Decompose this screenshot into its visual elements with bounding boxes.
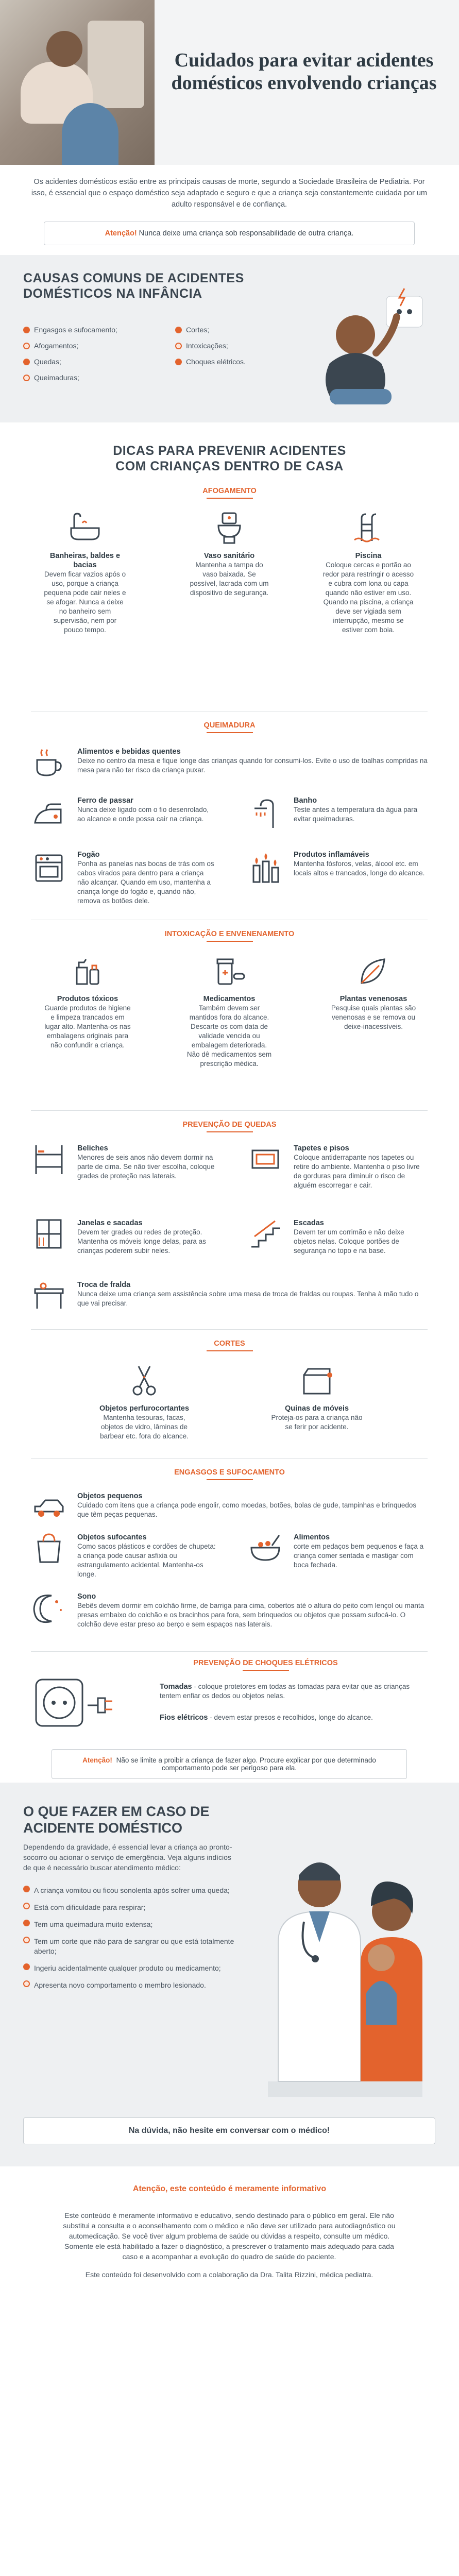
bullet-icon bbox=[23, 1920, 30, 1926]
subheading-cortes: CORTES bbox=[0, 1340, 459, 1351]
bullet-icon bbox=[23, 343, 30, 349]
bullet-icon bbox=[175, 359, 182, 365]
bullet-icon bbox=[23, 1980, 30, 1987]
medicine-icon bbox=[211, 953, 247, 989]
candles-icon bbox=[247, 850, 283, 886]
tip-objetos-pequenos: Objetos pequenos Cuidado com itens que a criança pode engolir, como moedas, botões, bolas de gude, tampinhas e brinquedos que têm peças pequenas. bbox=[77, 1492, 417, 1518]
tip-beliches: Beliches Menores de seis anos não devem dormir na parte de cima. Se não tiver escolha, coloque grades de proteção nas laterais. bbox=[77, 1144, 215, 1180]
intro-alert bbox=[44, 222, 415, 245]
intro-text: Os acidentes domésticos estão entre as principais causas de morte, segundo a Sociedade Brasileira de Pediatria. Por isso, é essencial que o espaço doméstico seja adaptado e seguro e que a criança seja constantemente cuidada por um adulto responsável e de confiança. bbox=[31, 178, 428, 209]
list-item: Ingeriu acidentalmente qualquer produto ou medicamento; bbox=[23, 1963, 240, 1973]
divider bbox=[31, 1651, 428, 1652]
tip-tapetes: Tapetes e pisos Coloque antiderrapante nos tapetes ou retire do ambiente. Mantenha o piso livre de gorduras para diminuir o risco de alguém escorregar e cair. bbox=[294, 1144, 420, 1189]
tip-banheiras: Banheiras, baldes e bacias Devem ficar vazios após o uso, porque a criança pequena pode cair neles e se afogar. Nunca a deixe no banheiro sem supervisão, nem por pouco tempo. bbox=[44, 552, 126, 634]
list-item: Tem um corte que não para de sangrar ou que está totalmente aberto; bbox=[23, 1937, 240, 1956]
alert-label: Atenção! bbox=[82, 1756, 112, 1764]
list-item: Choques elétricos. bbox=[175, 354, 246, 370]
outlet-plug-icon bbox=[31, 1669, 118, 1736]
tip-janelas: Janelas e sacadas Devem ter grades ou redes de proteção. Mantenha os móveis longe delas, para as crianças poderem subir neles. bbox=[77, 1219, 206, 1255]
tip-tomadas: Tomadas - coloque protetores em todas as tomadas para evitar que as crianças tentem enfiar os dedos ou objetos nelas. bbox=[160, 1683, 410, 1700]
divider bbox=[31, 1458, 428, 1459]
tip-quinas: Quinas de móveis Proteja-os para a criança não se ferir por acidente. bbox=[271, 1404, 363, 1431]
causes-title: CAUSAS COMUNS DE ACIDENTES DOMÉSTICOS NA INFÂNCIA bbox=[23, 271, 244, 301]
list-item: Cortes; bbox=[175, 322, 246, 338]
disclaimer-section bbox=[0, 2166, 459, 2576]
list-item: Tem uma queimadura muito extensa; bbox=[23, 1920, 240, 1929]
hot-cup-icon bbox=[31, 744, 67, 781]
tip-banho: Banho Teste antes a temperatura da água para evitar queimaduras. bbox=[294, 796, 418, 823]
tip-escadas: Escadas Devem ter um corrimão e não deixe objetos nelas. Coloque portões de segurança no topo e na base. bbox=[294, 1219, 404, 1255]
disclaimer-text: Este conteúdo é meramente informativo e educativo, sendo destinado para o público em geral. Ele não substitui a consulta e o aconselhamento com o médico e não deve ser utilizado para autodiagnóstico ou automedicação. Se você tiver algum problema de saúde ou dúvidas a respeito, consulte um médico. Somente ele está habilitado a fazer o diagnóstico, a prescrever o tratamento mais adequado para cada caso e a acompanhar a evolução do quadro de saúde do paciente. bbox=[63, 2211, 396, 2261]
bullet-icon bbox=[23, 1937, 30, 1943]
subheading-choques: PREVENÇÃO DE CHOQUES ELÉTRICOS bbox=[0, 1659, 459, 1671]
tips-title: DICAS PARA PREVENIR ACIDENTES COM CRIANÇAS DENTRO DE CASA bbox=[113, 444, 346, 473]
rug-icon bbox=[247, 1141, 283, 1177]
list-item: Quedas; bbox=[23, 354, 117, 370]
causes-list-left bbox=[23, 322, 117, 386]
causes-section bbox=[0, 255, 459, 422]
what-to-do-text: Dependendo da gravidade, é essencial levar a criança ao pronto-socorro ou acionar o serviço de emergência. Veja alguns indícios de que é necessário buscar atendimento médico: bbox=[23, 1843, 232, 1872]
bullet-icon bbox=[23, 1886, 30, 1892]
header bbox=[0, 0, 459, 165]
divider bbox=[31, 1110, 428, 1111]
stairs-icon bbox=[247, 1216, 283, 1252]
tip-troca-fralda: Troca de fralda Nunca deixe uma criança sem assistência sobre uma mesa de troca de fraldas ou roupas. Tenha à mão tudo o que vai precisar. bbox=[77, 1281, 419, 1307]
bunk-bed-icon bbox=[31, 1141, 67, 1177]
bathtub-icon bbox=[67, 510, 103, 546]
iron-icon bbox=[31, 796, 67, 832]
list-item: A criança vomitou ou ficou sonolenta após sofrer uma queda; bbox=[23, 1886, 240, 1895]
bullet-icon bbox=[23, 1903, 30, 1909]
warning-signs-list bbox=[23, 1886, 240, 1997]
tip-alimentos-quentes: Alimentos e bebidas quentes Deixe no centro da mesa e fique longe das crianças quando for consumi-los. Evite o uso de toalhas compridas na mesa para não ter risco da criança puxar. bbox=[77, 748, 428, 774]
disclaimer-title: Atenção, este conteúdo é meramente informativo bbox=[132, 2184, 327, 2193]
scissors-icon bbox=[126, 1363, 162, 1399]
tip-objetos-sufocantes: Objetos sufocantes Como sacos plásticos e cordões de chupeta: a criança pode causar asfixia ou estrangulamento acidental. Mantenha-os longe. bbox=[77, 1533, 216, 1578]
alert-text: Nunca deixe uma criança sob responsabilidade de outra criança. bbox=[139, 229, 354, 238]
stove-icon bbox=[31, 850, 67, 886]
tip-alimentos: Alimentos corte em pedaços bem pequenos e faça a criança comer sentada e mastigar com boca fechada. bbox=[294, 1533, 424, 1569]
subheading-intoxicacao: INTOXICAÇÃO E ENVENENAMENTO bbox=[0, 930, 459, 942]
divider bbox=[31, 1329, 428, 1330]
cleaning-bottles-icon bbox=[70, 953, 106, 989]
cta-banner: Na dúvida, não hesite em conversar com o médico! bbox=[23, 2117, 435, 2144]
subheading-queimadura: QUEIMADURA bbox=[0, 721, 459, 733]
tip-ferro: Ferro de passar Nunca deixe ligado com o fio desenrolado, ao alcance e onde possa cair na criança. bbox=[77, 796, 209, 823]
plant-leaf-icon bbox=[355, 953, 392, 989]
bullet-icon bbox=[175, 343, 182, 349]
food-bowl-icon bbox=[247, 1530, 283, 1566]
furniture-corner-icon bbox=[299, 1363, 335, 1399]
choques-alert bbox=[52, 1749, 407, 1779]
tip-plantas: Plantas venenosas Pesquise quais plantas são venenosas e se remova ou deixe-inacessíveis. bbox=[331, 995, 416, 1030]
tip-fios: Fios elétricos - devem estar presos e recolhidos, longe do alcance. bbox=[160, 1714, 373, 1722]
tips-section bbox=[0, 422, 459, 1783]
subheading-engasgos: ENGASGOS E SUFOCAMENTO bbox=[0, 1468, 459, 1480]
bullet-icon bbox=[23, 327, 30, 333]
tip-perfurocortantes: Objetos perfurocortantes Mantenha tesouras, facas, objetos de vidro, lâminas de barbear etc. fora do alcance. bbox=[99, 1404, 190, 1440]
page-title: Cuidados para evitar acidentes domésticos envolvendo crianças bbox=[171, 49, 437, 94]
alert-text: Não se limite a proibir a criança de fazer algo. Procure explicar por que determinado comportamento pode ser perigoso para ela. bbox=[116, 1756, 376, 1772]
tip-fogao: Fogão Ponha as panelas nas bocas de trás com os cabos virados para dentro para a criança não alcançar. Quando em uso, mantenha a criança longe do fogão e, quando não, remova os botões dele. bbox=[77, 851, 214, 905]
list-item: Queimaduras; bbox=[23, 370, 117, 386]
pool-ladder-icon bbox=[350, 510, 386, 546]
tip-medicamentos: Medicamentos Também devem ser mantidos fora do alcance. Descarte os com data de validade vencida ou embalagem deteriorada. Não dê medicamentos sem prescrição médica. bbox=[186, 995, 272, 1067]
what-to-do-title: O QUE FAZER EM CASO DE ACIDENTE DOMÉSTICO bbox=[23, 1804, 210, 1836]
list-item: Apresenta novo comportamento o membro lesionado. bbox=[23, 1980, 240, 1990]
list-item: Engasgos e sufocamento; bbox=[23, 322, 117, 338]
list-item: Intoxicações; bbox=[175, 338, 246, 354]
doctor-family-illustration bbox=[247, 1839, 443, 2097]
tip-piscina: Piscina Coloque cercas e portão ao redor para restringir o acesso e cubra com lona ou capa quando não estiver em uso. Quando na piscina, a criança deve ser vigiada sem interrupção, mesmo se estiver com boia. bbox=[322, 552, 414, 634]
alert-label: Atenção! bbox=[105, 229, 137, 238]
changing-table-icon bbox=[31, 1278, 67, 1314]
bullet-icon bbox=[23, 359, 30, 365]
subheading-afogamento: AFOGAMENTO bbox=[0, 487, 459, 499]
bullet-icon bbox=[175, 327, 182, 333]
intro-section bbox=[0, 165, 459, 255]
window-icon bbox=[31, 1216, 67, 1252]
tip-vaso-sanitario: Vaso sanitário Mantenha a tampa do vaso baixada. Se possível, lacrada com um dispositivo de segurança. bbox=[190, 552, 269, 597]
bullet-icon bbox=[23, 1963, 30, 1970]
plastic-bag-icon bbox=[31, 1530, 67, 1566]
tip-inflamaveis: Produtos inflamáveis Mantenha fósforos, velas, álcool etc. em locais altos e trancados, longe do alcance. bbox=[294, 851, 425, 877]
bullet-icon bbox=[23, 375, 30, 381]
list-item: Afogamentos; bbox=[23, 338, 117, 354]
toy-car-icon bbox=[31, 1489, 67, 1525]
tip-produtos-toxicos: Produtos tóxicos Guarde produtos de higiene e limpeza trancados em lugar alto. Mantenha-os nas embalagens originais para não confundir a criança. bbox=[44, 995, 131, 1049]
disclaimer-credit: Este conteúdo foi desenvolvido com a colaboração da Dra. Talita Rizzini, médica pediatra. bbox=[85, 2270, 373, 2279]
causes-list-right bbox=[175, 322, 246, 370]
tip-sono: Sono Bebês devem dormir em colchão firme, de barriga para cima, cobertos até o altura do peito com lençol ou manta presas embaixo do colchão e os bracinhos para fora, sem brinquedos ou objetos que possam sufocá-lo. O colchão deve estar preso ao berço e sem espaços nas laterais. bbox=[77, 1592, 424, 1628]
list-item: Está com dificuldade para respirar; bbox=[23, 1903, 240, 1912]
subheading-quedas: PREVENÇÃO DE QUEDAS bbox=[0, 1121, 459, 1132]
shower-icon bbox=[247, 796, 283, 832]
what-to-do-section bbox=[0, 1783, 459, 2576]
header-photo bbox=[0, 0, 155, 165]
moon-stars-icon bbox=[31, 1589, 67, 1625]
baby-socket-illustration bbox=[299, 286, 433, 410]
toilet-icon bbox=[211, 510, 247, 546]
